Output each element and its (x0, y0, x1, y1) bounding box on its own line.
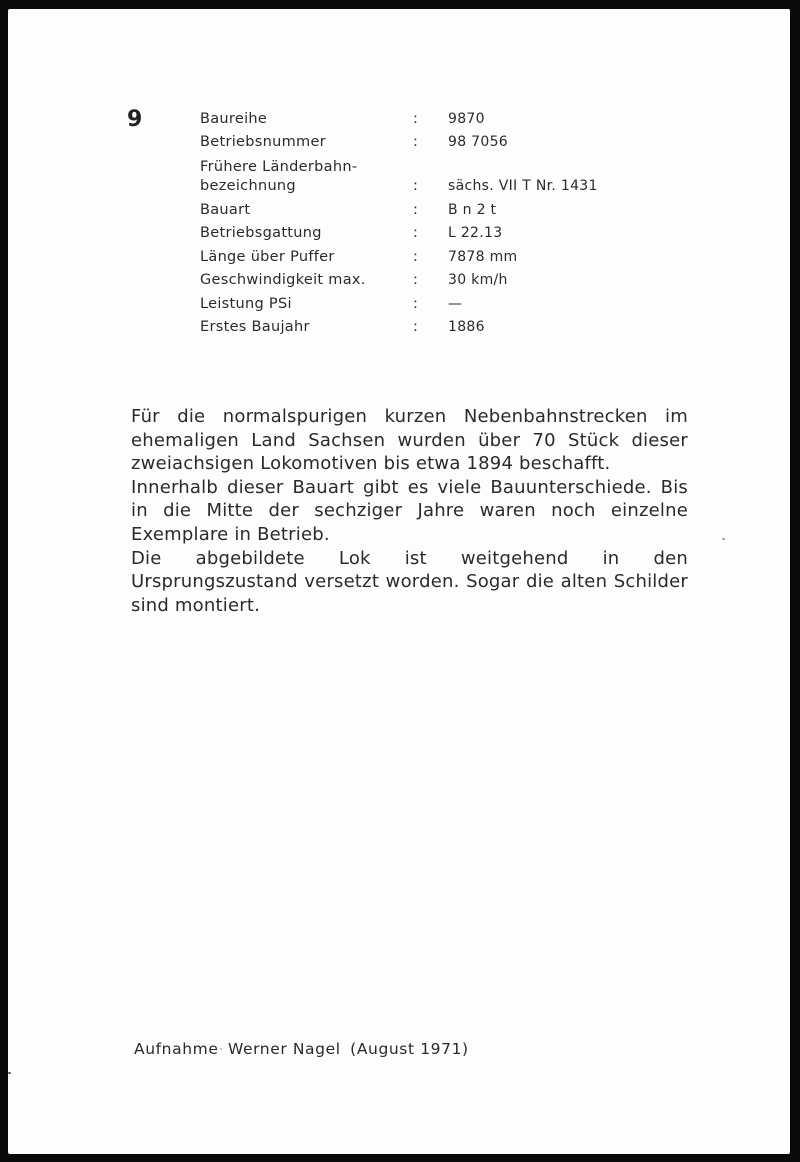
card-number: 9 (127, 107, 143, 132)
spec-separator: : (413, 178, 419, 194)
credit-prefix: Aufnahme (134, 1040, 219, 1058)
spec-separator: : (413, 225, 419, 241)
photo-credit (134, 1040, 469, 1058)
description-paragraph: Für die normalspurigen kurzen Nebenbahnstrecken im ehemaligen Land Sachsen wurden über 70 Stück dieser zweiachsigen Lokomotiven bis etwa 1894 beschafft. (131, 406, 688, 475)
description-paragraph: Innerhalb dieser Bauart gibt es viele Bauunterschiede. Bis in die Mitte der sechziger Jahre waren noch einzelne Exemplare in Betrieb. (131, 476, 688, 545)
spec-row (200, 129, 660, 153)
spec-value: L 22.13 (448, 225, 503, 241)
spec-value: — (448, 295, 463, 312)
spec-value: sächs. VII T Nr. 1431 (448, 178, 598, 194)
spec-separator: : (413, 272, 419, 288)
spec-separator: : (413, 295, 419, 312)
spec-value: 1886 (448, 319, 485, 335)
spec-row (200, 105, 660, 129)
spec-separator: : (413, 319, 419, 335)
spec-table (200, 105, 660, 337)
spec-label: Betriebsgattung (200, 225, 322, 241)
spec-label: Geschwindigkeit max. (200, 272, 366, 288)
spec-separator: : (413, 134, 419, 150)
postcard-back (8, 9, 790, 1154)
spec-row (200, 243, 660, 267)
spec-value: 9870 (448, 110, 485, 127)
spec-label: Frühere Länderbahn- bezeichnung (200, 159, 358, 194)
spec-row (200, 152, 660, 196)
spec-row (200, 314, 660, 338)
spec-label: Baureihe (200, 110, 268, 127)
spec-label: Betriebsnummer (200, 134, 326, 150)
credit-photographer: Werner Nagel (227, 1040, 341, 1058)
spec-label: Erstes Baujahr (200, 319, 310, 335)
spec-label: Länge über Puffer (200, 248, 335, 265)
spec-separator: : (413, 110, 419, 127)
dust-speck (8, 1072, 11, 1074)
spec-row (200, 290, 660, 314)
spec-row (200, 267, 660, 291)
spec-row (200, 196, 660, 220)
spec-value: 30 km/h (448, 272, 508, 288)
spec-label: Bauart (200, 201, 251, 218)
spec-row (200, 220, 660, 244)
description-paragraph: Die abgebildete Lok ist weitgehend in den Ursprungszustand versetzt worden. Sogar die alten Schilder sind montiert. (131, 547, 688, 616)
spec-value: 7878 mm (448, 248, 518, 265)
spec-value: 98 7056 (448, 134, 508, 150)
spec-value: B n 2 t (448, 201, 497, 218)
credit-dot: · (219, 1044, 223, 1055)
spec-separator: : (413, 201, 419, 218)
spec-label: Leistung PSi (200, 295, 292, 312)
description-text (131, 405, 688, 617)
spec-separator: : (413, 248, 419, 265)
dust-speck (722, 538, 725, 540)
credit-date: (August 1971) (350, 1040, 469, 1058)
